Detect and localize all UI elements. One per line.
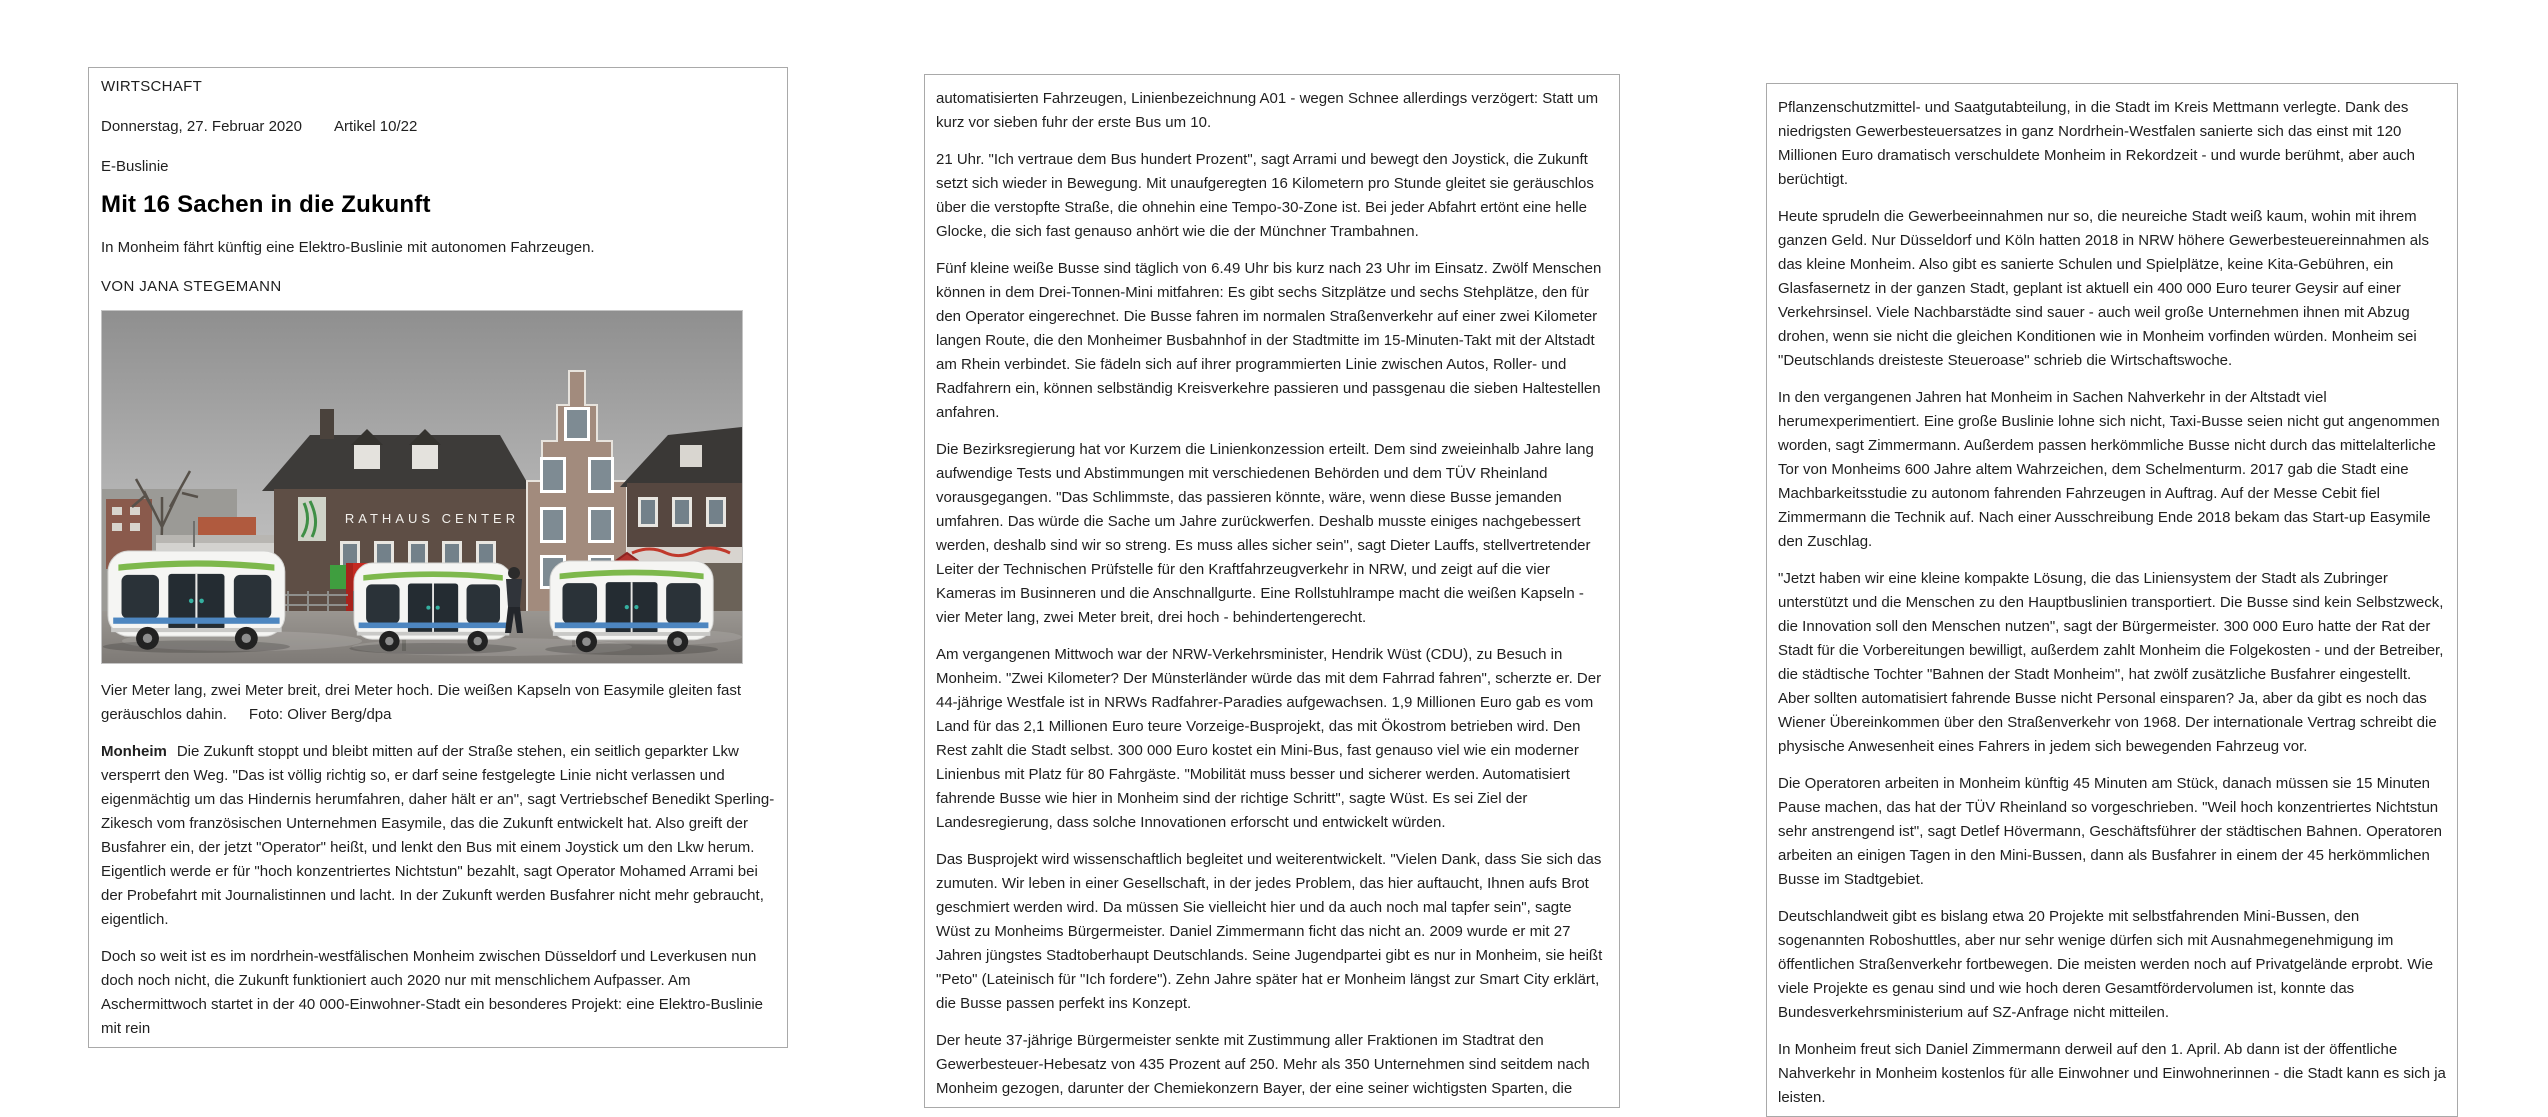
paragraph: "Jetzt haben wir eine kleine kompakte Lösung, die das Liniensystem der Stadt als Zubringer unterstützt und die Menschen zu den Hauptbuslinien transportiert. Die Busse sind kein Selbstzweck, die Innovation soll den Menschen nutzen", sagt der Bürgermeister. 300 000 Euro hatte der Rat der Stadt für die Vorbereitungen bewilligt, außerdem zahlt Monheim die Folgekosten - und der Betreiber, die städtische Tochter "Bahnen der Stadt Monheim", hat zwölf zusätzliche Busfahrer eingestellt. Aber sollten automatisiert fahrende Busse nicht Personal einsparen? Ja, aber da gibt es noch das Wiener Übereinkommen über den Straßenverkehr von 1968. Der internationale Vertrag schreibt die physische Anwesenheit eines Fahrers in jedem sich bewegenden Fahrzeug vor. [1778, 570, 2444, 755]
lede-paragraph [101, 740, 775, 932]
paragraph: Doch so weit ist es im nordrhein-westfälischen Monheim zwischen Düsseldorf und Leverkusen nun doch noch nicht, die Zukunft funktioniert auch 2020 nur mit menschlichem Aufpasser. Am Aschermittwoch startet in der 40 000-Einwohner-Stadt ein besonderes Projekt: eine Elektro-Buslinie mit rein [101, 948, 764, 1037]
photo-caption [101, 679, 775, 727]
paragraph: Heute sprudeln die Gewerbeeinnahmen nur so, die neureiche Stadt weiß kaum, wohin mit ihrem ganzen Geld. Nur Düsseldorf und Köln hatten 2018 in NRW höhere Gewerbesteuereinnahmen als das kleine Monheim. Also gibt es sanierte Schulen und Spielplätze, keine Kita-Gebühren, ein Glasfasernetz in der ganzen Stadt, geplant ist aktuell ein 400 000 Euro teurer Geysir auf einer Verkehrsinsel. Viele Nachbarstädte sind sauer - auch weil große Unternehmen ihnen mit Abzug drohen, wenn sie nicht die gleichen Konditionen wie in Monheim vorfinden würden. Monheim sei "Deutschlands dreisteste Steueroase" schrieb die Wirtschaftswoche. [1778, 208, 2429, 369]
article-photo [101, 310, 743, 664]
paragraph: Am vergangenen Mittwoch war der NRW-Verkehrsminister, Hendrik Wüst (CDU), zu Besuch in Monheim. "Zwei Kilometer? Der Münsterländer würde das mit dem Fahrrad fahren", scherzte er. Der 44-jährige Westfale ist in NRWs Radfahrer-Paradies aufgewachsen. 1,9 Millionen Euro gab es vom Land für das 2,1 Millionen Euro teure Vorzeige-Busprojekt, das mit Ökostrom betrieben wird. Den Rest zahlt die Stadt selbst. 300 000 Euro kostet ein Mini-Bus, fast genauso viel wie ein moderner Linienbus mit Platz für 80 Fahrgäste. "Mobilität muss besser und sicherer werden. Automatisiert fahrende Busse wie hier in Monheim sind der richtige Schritt", sagte Wüst. Es sei Ziel der Landesregierung, dass solche Innovationen erforscht und entwickelt würden. [936, 646, 1602, 831]
paragraph: automatisierten Fahrzeugen, Linienbezeichnung A01 - wegen Schnee allerdings verzögert: Statt um kurz vor sieben fuhr der erste Bus um 10. [936, 90, 1599, 131]
paragraph: In Monheim freut sich Daniel Zimmermann derweil auf den 1. April. Ab dann ist der öffentliche Nahverkehr in Monheim kostenlos für alle Einwohner und Einwohnerinnen - die Stadt kann es sich ja leisten. [1778, 1041, 2446, 1106]
dateline [101, 118, 775, 135]
column1-paragraphs [101, 945, 775, 1041]
headline: Mit 16 Sachen in die Zukunft [101, 191, 431, 218]
paragraph: 21 Uhr. "Ich vertraue dem Bus hundert Prozent", sagt Arrami und bewegt den Joystick, die Zukunft setzt sich wieder in Bewegung. Mit unaufgeregten 16 Kilometern pro Stunde gleitet sie geräuschlos über die verstopfte Straße, die ohnehin eine Tempo-30-Zone ist. Bei jeder Abfahrt ertönt eine helle Glocke, die sich fast genauso anhört wie die der Münchner Trambahnen. [936, 151, 1594, 240]
paragraph: In den vergangenen Jahren hat Monheim in Sachen Nahverkehr in der Altstadt viel herumexperimentiert. Eine große Buslinie lohne sich nicht, Taxi-Busse seien nicht gut angenommen worden, sagt Zimmermann. Außerdem passen herkömmliche Busse nicht durch das mittelalterliche Tor von Monheims 600 Jahre altem Wahrzeichen, dem Schelmenturm. 2017 gab die Stadt eine Machbarkeitsstudie zu autonom fahrenden Fahrzeugen in Auftrag. Auf der Messe Cebit fiel Zimmermann die Technik auf. Nach einer Ausschreibung Ende 2018 bekam das Start-up Easymile den Zuschlag. [1778, 389, 2440, 550]
article-date: Donnerstag, 27. Februar 2020 [101, 118, 302, 135]
standfirst: In Monheim fährt künftig eine Elektro-Buslinie mit autonomen Fahrzeugen. [101, 239, 595, 256]
photo-credit: Foto: Oliver Berg/dpa [248, 706, 392, 723]
lede-location: Monheim [101, 743, 167, 760]
building-sign-text: RATHAUS CENTER [344, 511, 520, 526]
article-index: Artikel 10/22 [333, 118, 418, 135]
photo-illustration [102, 311, 742, 663]
paragraph: Deutschlandweit gibt es bislang etwa 20 Projekte mit selbstfahrenden Mini-Bussen, den sogenannten Roboshuttles, aber nur sehr wenige dürfen sich mit Ausnahmegenehmigung im öffentlichen Straßenverkehr fortbewegen. Die meisten werden noch auf Privatgelände erprobt. Wie viele Projekte es genau sind und wie hoch deren Gesamtfördervolumen ist, konnte das Bundesverkehrsministerium auf SZ-Anfrage nicht mitteilen. [1778, 908, 2434, 1021]
paragraph: Das Busprojekt wird wissenschaftlich begleitet und weiterentwickelt. "Vielen Dank, dass Sie sich das zumuten. Wir leben in einer Gesellschaft, in der jedes Problem, das hier auftaucht, Ihnen aufs Brot geschmiert werden wird. Da müssen Sie vielleicht hier und da auch noch mal tapfer sein", sagte Wüst zu Monheims Bürgermeister. Daniel Zimmermann ficht das nicht an. 2009 wurde er mit 27 Jahren jüngstes Stadtoberhaupt Deutschlands. Seine Jugendpartei gibt es nur in Monheim, sie heißt "Peto" (Lateinisch für "Ich fordere"). Zehn Jahre später hat er Monheim längst zur Smart City erklärt, die Busse passen perfekt ins Konzept. [936, 851, 1603, 1012]
byline: VON JANA STEGEMANN [101, 278, 282, 295]
paragraph: Fünf kleine weiße Busse sind täglich von 6.49 Uhr bis kurz nach 23 Uhr im Einsatz. Zwölf Menschen können in dem Drei-Tonnen-Mini mitfahren: Es gibt sechs Sitzplätze und sechs Stehplätze, den für den Operator eingerechnet. Die Busse fahren im normalen Straßenverkehr auf einer zwei Kilometer langen Route, die den Monheimer Busbahnhof in der Stadtmitte im 15-Minuten-Takt mit der Altstadt am Rhein verbindet. Sie fädeln sich auf ihrer programmierten Linie zwischen Autos, Roller- und Radfahrern ein, können selbständig Kreisverkehre passieren und passgenau die sieben Haltestellen anfahren. [936, 260, 1602, 421]
kicker: E-Buslinie [101, 158, 169, 175]
article-column-2 [924, 74, 1620, 1108]
paragraph: Die Operatoren arbeiten in Monheim künftig 45 Minuten am Stück, danach müssen sie 15 Minuten Pause machen, das hat der TÜV Rheinland so vorgeschrieben. "Weil hoch konzentriertes Nichtstun sehr anstrengend ist", sagt Detlef Hövermann, Geschäftsführer der städtischen Bahnen. Operatoren arbeiten an einigen Tagen in den Mini-Bussen, dann als Busfahrer in einem der 45 herkömmlichen Busse im Stadtgebiet. [1778, 775, 2443, 888]
lede-text: Die Zukunft stoppt und bleibt mitten auf der Straße stehen, ein seitlich geparkter Lkw versperrt den Weg. "Das ist völlig richtig so, er darf seine festgelegte Linie nicht verlassen und eigenmächtig um das Hindernis herumfahren, daher hält er an", sagt Vertriebschef Benedikt Sperling-Zikesch vom französischen Unternehmen Easymile, das die Zukunft entwickelt hat. Also greift der Busfahrer ein, der jetzt "Operator" heißt, und lenkt den Bus mit einem Joystick um den Lkw herum. Eigentlich werde er für "hoch konzentriertes Nichtstun" bezahlt, sagt Operator Mohamed Arrami bei der Probefahrt mit Journalistinnen und lacht. In der Zukunft werden Busfahrer nicht mehr gebraucht, eigentlich. [101, 743, 775, 928]
caption-text: Vier Meter lang, zwei Meter breit, drei Meter hoch. Die weißen Kapseln von Easymile gleiten fast geräuschlos dahin. [101, 682, 742, 723]
article-column-1 [88, 67, 788, 1048]
paragraph: Die Bezirksregierung hat vor Kurzem die Linienkonzession erteilt. Dem sind zweieinhalb Jahre lang aufwendige Tests und Abstimmungen mit verschiedenen Behörden und dem TÜV Rheinland vorausgegangen. "Das Schlimmste, das passieren könnte, wäre, wenn diese Busse jemanden umfahren. Das würde die Sache um Jahre zurückwerfen. Deshalb musste einiges nachgebessert werden, deshalb sind wir so streng. Es muss alles sicher sein", sagt Dieter Lauffs, stellvertretender Leiter der Technischen Prüfstelle für den Kraftfahrzeugverkehr in NRW, und zeigt auf die vier Kameras im Businneren und die Anschnallgurte. Eine Rollstuhlrampe macht die weißen Kapseln - vier Meter lang, zwei Meter breit, drei hoch - behindertengerecht. [936, 441, 1594, 626]
column3-paragraphs [1778, 96, 2446, 1110]
column2-paragraphs [936, 87, 1608, 1101]
section-label: WIRTSCHAFT [101, 78, 203, 95]
paragraph: Der heute 37-jährige Bürgermeister senkte mit Zustimmung aller Fraktionen im Stadtrat den Gewerbesteuer-Hebesatz von 435 Prozent auf 250. Mehr als 350 Unternehmen sind seitdem nach Monheim gezogen, darunter der Chemiekonzern Bayer, der eine seiner wichtigsten Sparten, die [936, 1032, 1590, 1097]
paragraph: Pflanzenschutzmittel- und Saatgutabteilung, in die Stadt im Kreis Mettmann verlegte. Dank des niedrigsten Gewerbesteuersatzes in ganz Nordrhein-Westfalen sanierte sich das einst mit 120 Millionen Euro dramatisch verschuldete Monheim in Rekordzeit - und wurde berühmt, aber auch berüchtigt. [1778, 99, 2415, 188]
article-column-3 [1766, 83, 2458, 1117]
